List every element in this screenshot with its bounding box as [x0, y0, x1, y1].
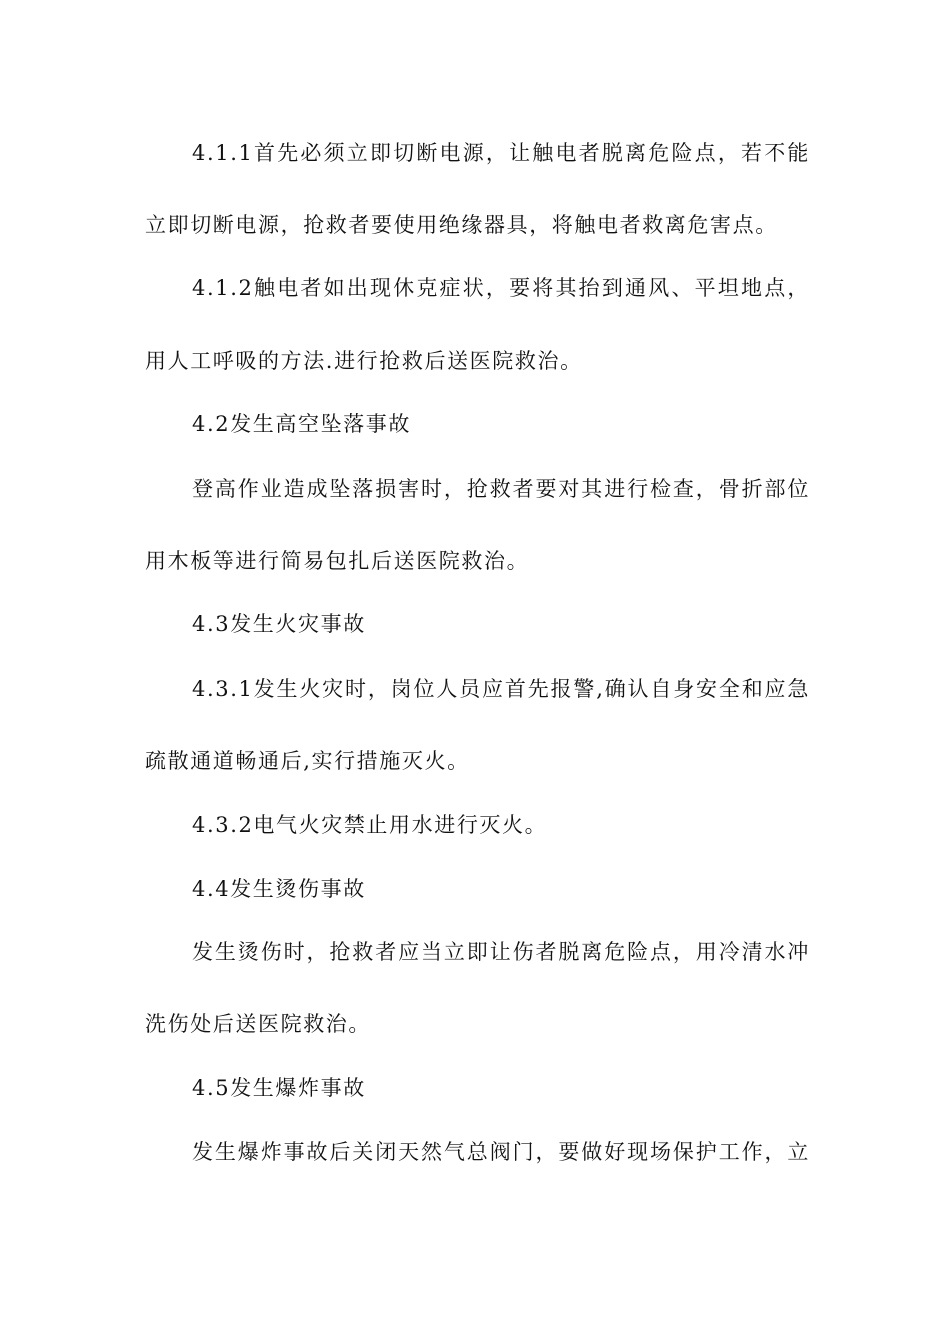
paragraph-4-4-line-1: 发生烫伤时，抢救者应当立即让伤者脱离危险点，用冷清水冲 [192, 940, 810, 964]
paragraph-4-1-1-line-1: 4.1.1首先必须立即切断电源，让触电者脱离危险点，若不能 [192, 141, 810, 165]
paragraph-4-1-1-line-2: 立即切断电源，抢救者要使用绝缘器具，将触电者救离危害点。 [145, 213, 778, 237]
paragraph-4-2-line-2: 用木板等进行简易包扎后送医院救治。 [145, 549, 530, 573]
section-heading-4-2: 4.2发生高空坠落事故 [192, 412, 411, 436]
paragraph-4-2-line-1: 登高作业造成坠落损害时，抢救者要对其进行检查，骨折部位 [192, 477, 810, 501]
paragraph-4-3-1-line-1: 4.3.1发生火灾时，岗位人员应首先报警,确认自身安全和应急 [192, 677, 810, 701]
section-heading-4-4: 4.4发生烫伤事故 [192, 877, 366, 901]
section-heading-4-3: 4.3发生火灾事故 [192, 612, 366, 636]
paragraph-4-5-line-1: 发生爆炸事故后关闭天然气总阀门，要做好现场保护工作，立 [192, 1140, 810, 1164]
paragraph-4-3-1-line-2: 疏散通道畅通后,实行措施灭火。 [145, 749, 470, 773]
section-heading-4-5: 4.5发生爆炸事故 [192, 1076, 366, 1100]
paragraph-4-1-2-line-1: 4.1.2触电者如出现休克症状，要将其抬到通风、平坦地点， [192, 276, 810, 300]
paragraph-4-3-2: 4.3.2电气火灾禁止用水进行灭火。 [192, 813, 548, 837]
paragraph-4-1-2-line-2: 用人工呼吸的方法.进行抢救后送医院救治。 [145, 349, 583, 373]
paragraph-4-4-line-2: 洗伤处后送医院救治。 [145, 1012, 371, 1036]
